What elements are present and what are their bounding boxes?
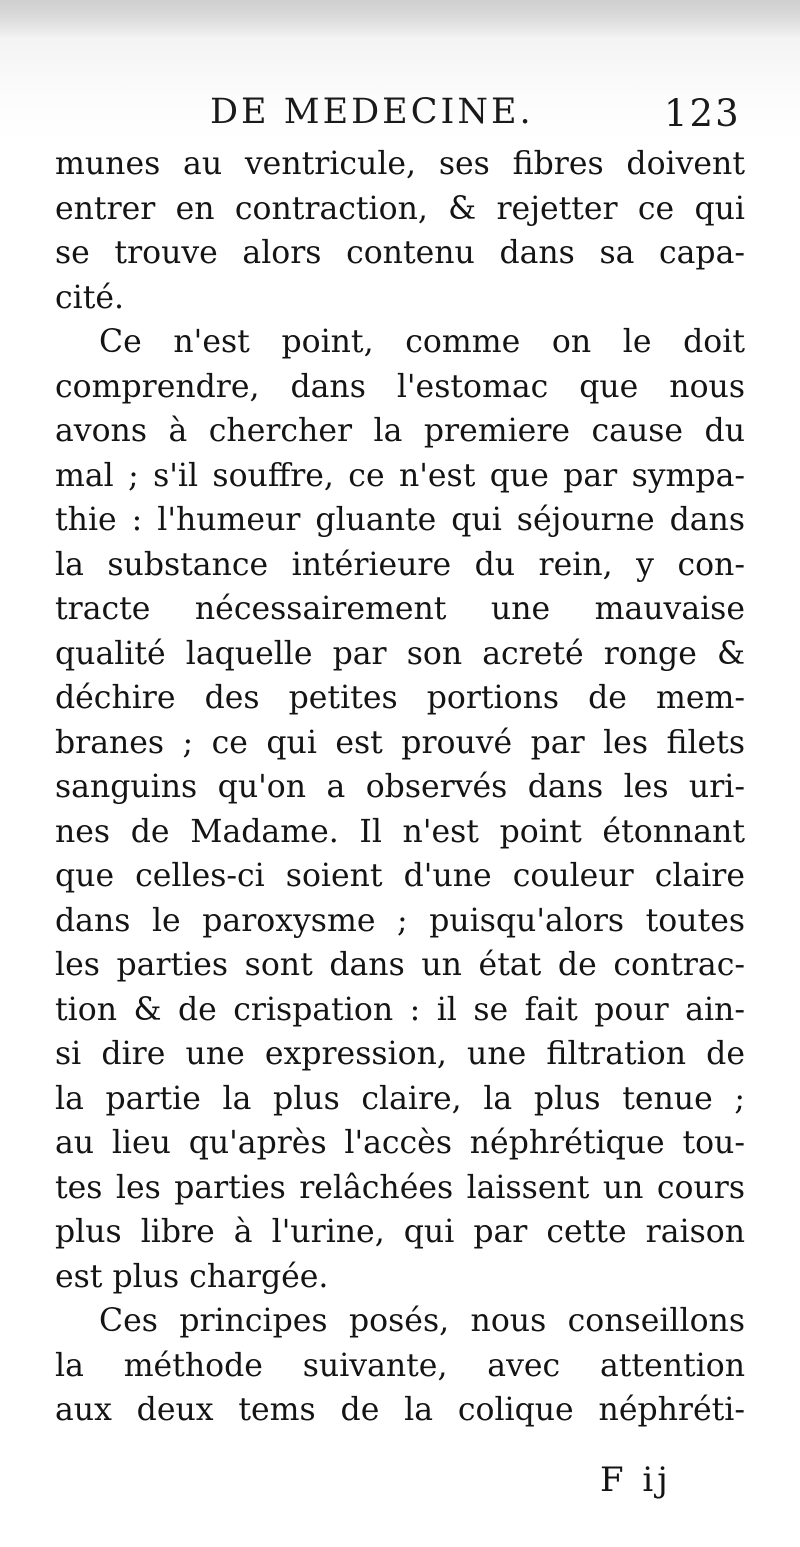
text-line: sanguins qu'on a observés dans les uri- bbox=[55, 769, 745, 805]
text-line: avons à chercher la premiere cause du bbox=[55, 413, 745, 449]
text-line: entrer en contraction, & rejetter ce qui bbox=[55, 190, 745, 227]
text-line: la méthode suivante, avec attention bbox=[55, 1347, 745, 1384]
text-line: munes au ventricule, ses fibres doivent bbox=[55, 146, 745, 182]
text-line: Ce n'est point, comme on le doit bbox=[99, 324, 745, 360]
text-line: la substance intérieure du rein, y con- bbox=[55, 546, 745, 583]
text-line: cité. bbox=[55, 279, 125, 316]
running-head bbox=[0, 92, 800, 142]
text-line: tes les parties relâchées laissent un cours bbox=[55, 1169, 745, 1206]
text-line: nes de Madame. Il n'est point étonnant bbox=[55, 813, 745, 850]
text-line: comprendre, dans l'estomac que nous bbox=[55, 368, 745, 405]
text-line: thie : l'humeur gluante qui séjourne dans bbox=[55, 502, 745, 538]
text-line: au lieu qu'après l'accès néphrétique tou- bbox=[55, 1125, 745, 1161]
text-line: que celles-ci soient d'une couleur claire bbox=[55, 858, 745, 894]
running-title: DE MEDECINE. bbox=[210, 92, 534, 132]
text-line: dans le paroxysme ; puisqu'alors toutes bbox=[55, 902, 745, 939]
text-line: branes ; ce qui est prouvé par les filets bbox=[55, 724, 745, 761]
text-line: est plus chargée. bbox=[55, 1258, 329, 1295]
text-line: la partie la plus claire, la plus tenue ; bbox=[55, 1080, 745, 1117]
text-line: si dire une expression, une filtration de bbox=[55, 1036, 745, 1072]
text-line: tracte nécessairement une mauvaise bbox=[55, 591, 745, 627]
text-line: qualité laquelle par son acreté ronge & bbox=[55, 635, 745, 672]
text-line: aux deux tems de la colique néphréti- bbox=[55, 1392, 745, 1428]
text-line: mal ; s'il souffre, ce n'est que par sympa- bbox=[55, 457, 745, 494]
text-line: tion & de crispation : il se fait pour ain- bbox=[55, 991, 745, 1028]
text-line: Ces principes posés, nous conseillons bbox=[99, 1303, 745, 1339]
text-line: plus libre à l'urine, qui par cette raison bbox=[55, 1214, 745, 1250]
text-line: déchire des petites portions de mem- bbox=[55, 680, 745, 716]
page-number: 123 bbox=[664, 92, 741, 135]
page-shadow bbox=[0, 0, 800, 38]
text-line: les parties sont dans un état de contrac- bbox=[55, 947, 745, 983]
text-line: se trouve alors contenu dans sa capa- bbox=[55, 235, 745, 271]
body-text bbox=[55, 142, 745, 1433]
signature-mark: F ij bbox=[600, 1460, 672, 1500]
